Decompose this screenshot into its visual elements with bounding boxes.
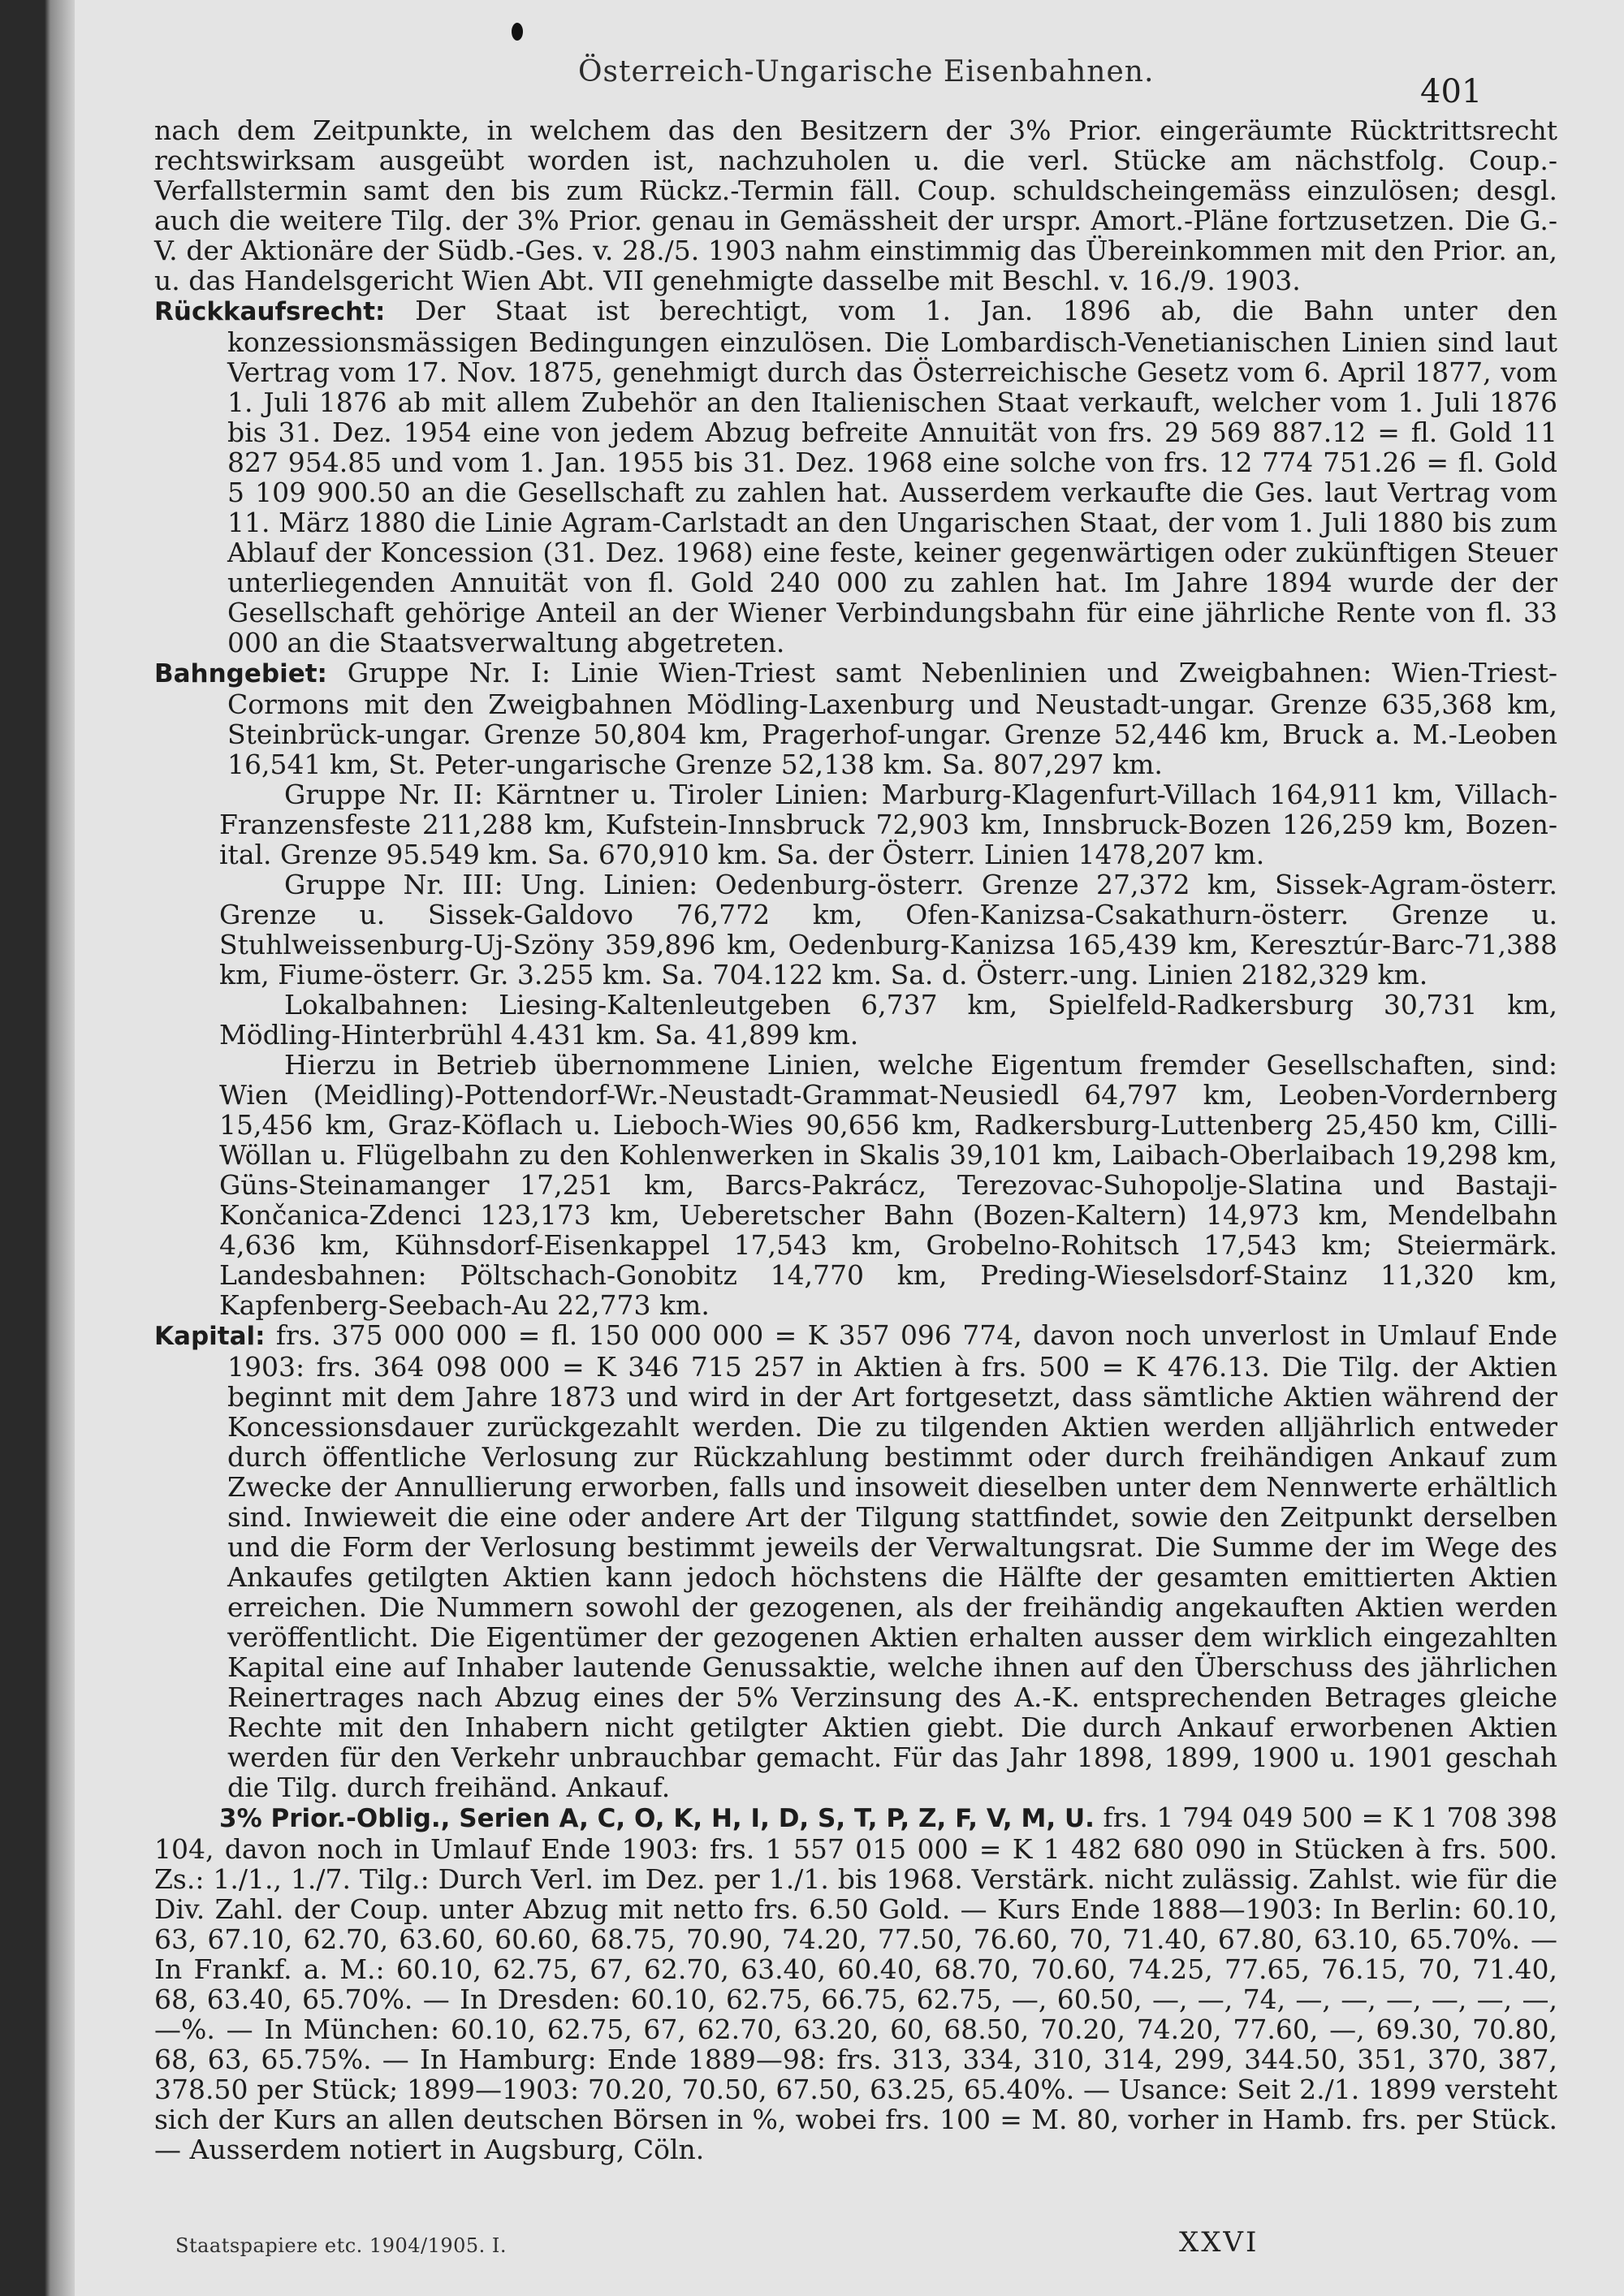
hierzu-paragraph: Hierzu in Betrieb übernommene Linien, welche Eigentum fremder Gesellschaften, sind: Wien (Meidling)-Pottendorf-Wr.-Neustadt-Grammat-Neusiedl 64,797 km, Leoben-Vordernberg 15,456 km, Graz-Köflach u. Lieboch-Wies 90,656 km, Radkersburg-Luttenberg 25,450 km, Cilli-Wöllan u. Flügelbahn zu den Kohlenwerken in Skalis 39,101 km, Laibach-Oberlaibach 19,298 km, Güns-Steinamanger 17,251 km, Barcs-Pakrácz, Terezovac-Suhopolje-Slatina und Bastaji-Končanica-Zdenci 123,173 km, Ueberetscher Bahn (Bozen-Kaltern) 14,973 km, Mendelbahn 4,636 km, Kühnsdorf-Eisenkappel 17,543 km, Grobelno-Rohitsch 17,543 km; Steiermärk. Landesbahnen: Pöltschach-Gonobitz 14,770 km, Preding-Wieselsdorf-Stainz 11,320 km, Kapfenberg-Seebach-Au 22,773 km.: [219, 1049, 1557, 1321]
gruppe-3-paragraph: Gruppe Nr. III: Ung. Linien: Oedenburg-österr. Grenze 27,372 km, Sissek-Agram-österr. Grenze u. Sissek-Galdovo 76,772 km, Ofen-Kanizsa-Csakathurn-österr. Grenze u. Stuhlweissenburg-Uj-Szöny 359,896 km, Oedenburg-Kanizsa 165,439 km, Keresztúr-Barc-71,388 km, Fiume-österr. Gr. 3.255 km. Sa. 704.122 km. Sa. d. Österr.-ung. Linien 2182,329 km.: [219, 869, 1557, 990]
bahngebiet-paragraph: [154, 658, 1557, 779]
lokalbahnen-paragraph: Lokalbahnen: Liesing-Kaltenleutgeben 6,737 km, Spielfeld-Radkersburg 30,731 km, Mödling-Hinterbrühl 4.431 km. Sa. 41,899 km.: [219, 989, 1557, 1051]
dust-speck: [512, 23, 523, 41]
intro-paragraph: nach dem Zeitpunkte, in welchem das den Besitzern der 3% Prior. eingeräumte Rücktrittsrecht rechtswirksam ausgeübt worden ist, nachzuholen u. die verl. Stücke am nächstfolg. Coup.-Verfallstermin samt den bis zum Rückz.-Termin fäll. Coup. schuldscheingemäss einzulösen; desgl. auch die weitere Tilg. der 3% Prior. genau in Gemässheit der urspr. Amort.-Pläne fortzusetzen. Die G.-V. der Aktionäre der Südb.-Ges. v. 28./5. 1903 nahm einstimmig das Übereinkommen mit den Prior. an, u. das Handelsgericht Wien Abt. VII genehmigte dasselbe mit Beschl. v. 16./9. 1903.: [154, 114, 1557, 296]
obligationen-text: frs. 1 794 049 500 = K 1 708 398 104, davon noch in Umlauf Ende 1903: frs. 1 557 015 000 = K 1 482 680 090 in Stücken à frs. 500. Zs.: 1./1., 1./7. Tilg.: Durch Verl. im Dez. per 1./1. bis 1968. Verstärk. nicht zulässig. Zahlst. wie für die Div. Zahl. der Coup. unter Abzug mit netto frs. 6.50 Gold. — Kurs Ende 1888—1903: In Berlin: 60.10, 63, 67.10, 62.70, 63.60, 60.60, 68.75, 70.90, 74.20, 77.50, 76.60, 70, 71.40, 67.80, 63.10, 65.70%. — In Frankf. a. M.: 60.10, 62.75, 67, 62.70, 63.40, 60.40, 68.70, 70.60, 74.25, 77.65, 76.15, 70, 71.40, 68, 63.40, 65.70%. — In Dresden: 60.10, 62.75, 66.75, 62.75, —, 60.50, —, —, 74, —, —, —, —, —, —, —%. — In München: 60.10, 62.75, 67, 62.70, 63.20, 60, 68.50, 70.20, 74.20, 77.60, —, 69.30, 70.80, 68, 63, 65.75%. — In Hamburg: Ende 1889—98: frs. 313, 334, 310, 314, 299, 344.50, 351, 370, 387, 378.50 per Stück; 1899—1903: 70.20, 70.50, 67.50, 63.25, 65.40%. — Usance: Seit 2./1. 1899 versteht sich der Kurs an allen deutschen Börsen in %, wobei frs. 100 = M. 80, vorher in Hamb. frs. per Stück. — Ausserdem notiert in Augsburg, Cöln.: [154, 1802, 1557, 2165]
kapital-paragraph: [154, 1320, 1557, 1802]
footer-source: Staatspapiere etc. 1904/1905. I.: [175, 2234, 508, 2257]
obligationen-paragraph: [154, 1802, 1557, 2164]
obligationen-label: 3% Prior.-Oblig., Serien A, C, O, K, H, I, D, S, T, P, Z, F, V, M, U.: [219, 1804, 1095, 1833]
bahngebiet-label: Bahngebiet:: [154, 659, 327, 688]
book-page: [75, 0, 1624, 2296]
body-text: [154, 115, 1557, 2164]
scan-binding-edge: [0, 0, 75, 2296]
kapital-label: Kapital:: [154, 1322, 266, 1351]
kapital-text: frs. 375 000 000 = fl. 150 000 000 = K 357 096 774, davon noch unverlost in Umlauf Ende 1903: frs. 364 098 000 = K 346 715 257 in Aktien à frs. 500 = K 476.13. Die Tilg. der Aktien beginnt mit dem Jahre 1873 und wird in der Art fortgesetzt, dass sämtliche Aktien während der Koncessionsdauer zurückgezahlt werden. Die zu tilgenden Aktien werden alljährlich entweder durch öffentliche Verlosung zur Rückzahlung bestimmt oder durch freihändigen Ankauf zum Zwecke der Annullierung erworben, falls und insoweit dieselben unter dem Nennwerte erhältlich sind. Inwieweit die eine oder andere Art der Tilgung stattfindet, sowie den Zeitpunkt derselben und die Form der Verlosung bestimmt jeweils der Verwaltungsrat. Die Summe der im Wege des Ankaufes getilgten Aktien kann jedoch höchstens die Hälfte der gesamten emittierten Aktien erreichen. Die Nummern sowohl der gezogenen, als der freihändig angekauften Aktien werden veröffentlicht. Die Eigentümer der gezogenen Aktien erhalten ausser dem wirklich eingezahlten Kapital eine auf Inhaber lautende Genussaktie, welche ihnen auf den Überschuss des jährlichen Reinertrages nach Abzug eines der 5% Verzinsung des A.-K. entsprechenden Betrages gleiche Rechte mit den Inhabern nicht getilgter Aktien giebt. Die durch Ankauf erworbenen Aktien werden für den Verkehr unbrauchbar gemacht. Für das Jahr 1898, 1899, 1900 u. 1901 geschah die Tilg. durch freihänd. Ankauf.: [227, 1319, 1557, 1803]
bahngebiet-text: Gruppe Nr. I: Linie Wien-Triest samt Nebenlinien und Zweigbahnen: Wien-Triest-Cormons mit den Zweigbahnen Mödling-Laxenburg und Neustadt-ungar. Grenze 635,368 km, Steinbrück-ungar. Grenze 50,804 km, Pragerhof-ungar. Grenze 52,446 km, Bruck a. M.-Leoben 16,541 km, St. Peter-ungarische Grenze 52,138 km. Sa. 807,297 km.: [227, 657, 1557, 780]
rueckkaufsrecht-paragraph: [154, 296, 1557, 658]
bahngebiet-subgroups: [154, 779, 1557, 1320]
running-title: Österreich-Ungarische Eisenbahnen.: [578, 55, 1155, 88]
rueckkaufsrecht-text: Der Staat ist berechtigt, vom 1. Jan. 1896 ab, die Bahn unter den konzessionsmässigen Bedingungen einzulösen. Die Lombardisch-Venetianischen Linien sind laut Vertrag vom 17. Nov. 1875, genehmigt durch das Österreichische Gesetz vom 6. April 1877, vom 1. Juli 1876 ab mit allem Zubehör an den Italienischen Staat verkauft, welcher vom 1. Juli 1876 bis 31. Dez. 1954 eine von jedem Abzug befreite Annuität von frs. 29 569 887.12 = fl. Gold 11 827 954.85 und vom 1. Jan. 1955 bis 31. Dez. 1968 eine solche von frs. 12 774 751.26 = fl. Gold 5 109 900.50 an die Gesellschaft zu zahlen hat. Ausserdem verkaufte die Ges. laut Vertrag vom 11. März 1880 die Linie Agram-Carlstadt an den Ungarischen Staat, der vom 1. Juli 1880 bis zum Ablauf der Koncession (31. Dez. 1968) eine feste, keiner gegenwärtigen oder zukünftigen Steuer unterliegenden Annuität von fl. Gold 240 000 zu zahlen hat. Im Jahre 1894 wurde der der Gesellschaft gehörige Anteil an der Wiener Verbindungsbahn für eine jährliche Rente von fl. 33 000 an die Staatsverwaltung abgetreten.: [227, 295, 1558, 658]
page-number: 401: [1420, 73, 1483, 110]
signature-mark: XXVI: [1179, 2226, 1259, 2259]
gruppe-2-paragraph: Gruppe Nr. II: Kärntner u. Tiroler Linien: Marburg-Klagenfurt-Villach 164,911 km, Villach-Franzensfeste 211,288 km, Kufstein-Innsbruck 72,903 km, Innsbruck-Bozen 126,259 km, Bozen-ital. Grenze 95.549 km. Sa. 670,910 km. Sa. der Österr. Linien 1478,207 km.: [219, 779, 1557, 870]
rueckkaufsrecht-label: Rückkaufsrecht:: [154, 297, 386, 326]
